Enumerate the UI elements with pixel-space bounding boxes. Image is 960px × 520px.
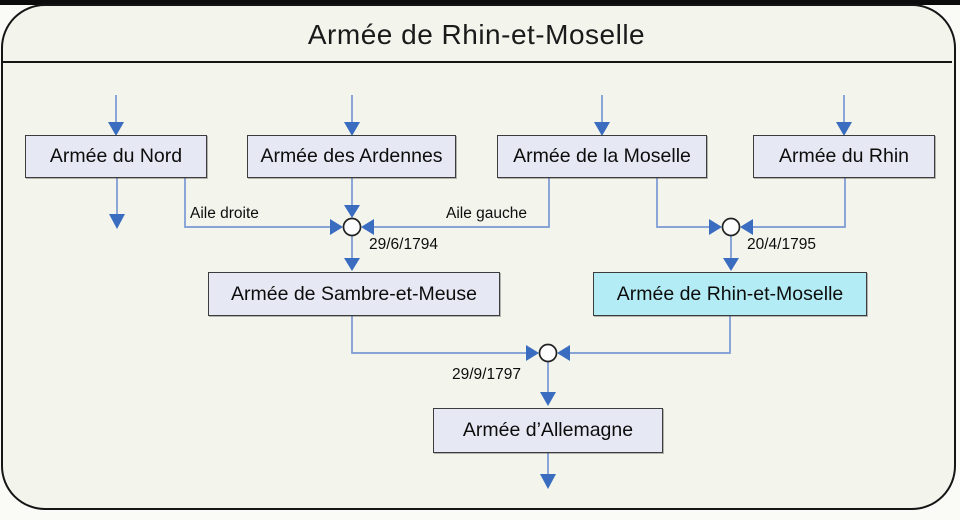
arrowhead-into-moselle [594,122,610,136]
edge-label-aile-droite: Aile droite [190,205,259,222]
arrowhead-to-sambre [344,258,360,271]
arrowhead-into-rhin [836,122,852,136]
node-label: Armée de Rhin-et-Moselle [616,282,844,305]
node-label: Armée du Rhin [778,145,910,167]
arrowhead-to-allemagne [540,392,556,406]
node-label: Armée de la Moselle [513,145,691,167]
merge-date-1797: 29/9/1797 [452,366,521,383]
merge-date-1794: 29/6/1794 [369,236,438,253]
arrowhead-aile-gauche [361,219,374,235]
node-label: Armée du Nord [49,145,183,167]
edge-rhinmoselle-to-merge [570,316,730,353]
merge-node-1797 [540,345,557,362]
arrowhead-nord-continues [109,214,125,229]
arrowhead-into-ardennes [344,122,360,136]
edge-moselle-to-merge [657,178,710,227]
arrowhead-to-rhinmoselle [723,258,739,271]
node-armee-de-la-moselle [497,135,707,178]
edge-rhin-to-merge [753,178,845,227]
node-label: Armée d’Allemagne [462,419,634,441]
arrowhead-ardennes [344,205,360,218]
node-armee-d-allemagne [433,408,663,453]
node-armee-de-sambre-et-meuse [208,272,500,316]
arrowhead-rhinmoselle-merge [557,345,570,361]
arrowhead-into-nord [108,122,124,136]
arrowhead-sambre-merge [526,345,539,361]
diagram-title: Armée de Rhin-et-Moselle [307,18,646,50]
merge-date-1795: 20/4/1795 [747,236,816,253]
node-armee-de-rhin-et-moselle [593,272,867,316]
node-armee-du-rhin [753,135,935,178]
arrowhead-aile-droite [330,219,343,235]
edge-sambre-to-merge [352,316,526,353]
edge-label-aile-gauche: Aile gauche [446,205,528,222]
merge-node-1794 [344,219,361,236]
node-label: Armée des Ardennes [260,145,443,167]
arrowhead-moselle [709,219,722,235]
arrowhead-rhin [740,219,753,235]
merge-node-1795 [723,219,740,236]
node-armee-des-ardennes [247,135,456,178]
node-armee-du-nord [25,135,207,178]
node-label: Armée de Sambre-et-Meuse [230,282,478,305]
arrowhead-allemagne-continues [540,474,556,489]
